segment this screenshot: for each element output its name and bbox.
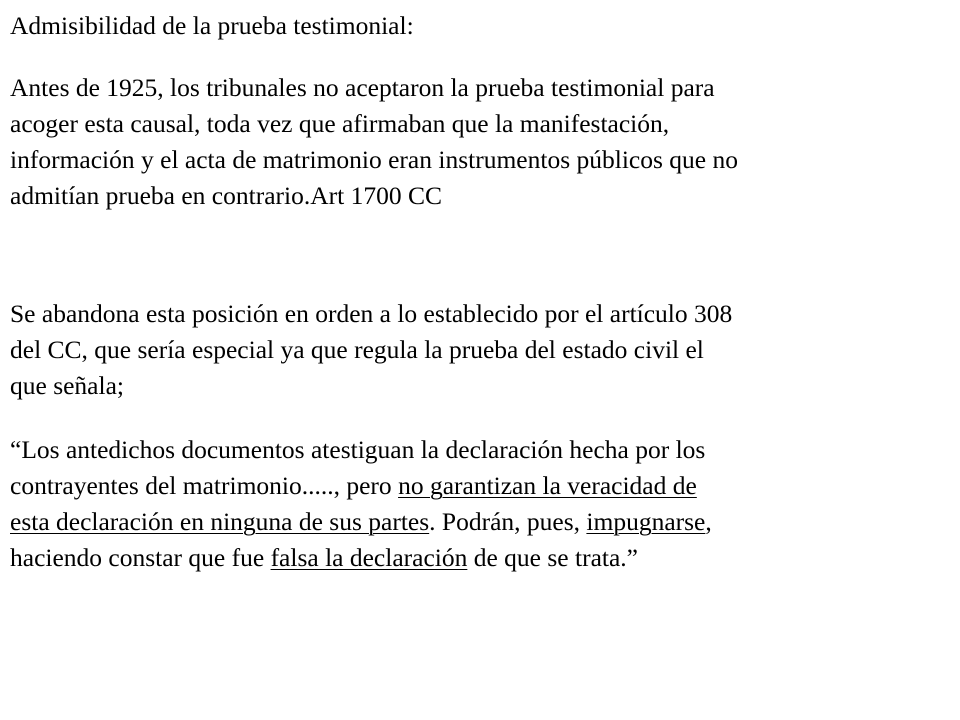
quote-line [10, 468, 945, 504]
quote-text: , [705, 507, 712, 536]
title-text: Admisibilidad de la prueba testimonial: [10, 11, 414, 40]
quote-text: contrayentes del matrimonio....., pero [10, 471, 399, 500]
paragraph-line: información y el acta de matrimonio eran instrumentos públicos que no [10, 145, 738, 174]
underlined-text: esta declaración en ninguna de sus partes [10, 507, 430, 536]
paragraph-line: Antes de 1925, los tribunales no aceptaron la prueba testimonial para [10, 73, 715, 102]
quote-line [10, 504, 945, 540]
underlined-text: falsa la declaración [270, 543, 468, 572]
paragraph-line: admitían prueba en contrario.Art 1700 CC [10, 181, 442, 210]
paragraph-line: Se abandona esta posición en orden a lo establecido por el artículo 308 [10, 299, 733, 328]
quote-paragraph [10, 432, 945, 576]
quote-line [10, 432, 945, 468]
paragraph-article-308 [10, 296, 945, 404]
underlined-text: no garantizan la veracidad de [398, 471, 697, 500]
quote-text: haciendo constar que fue [10, 543, 271, 572]
underlined-text: impugnarse [586, 507, 706, 536]
paragraph-line: que señala; [10, 371, 124, 400]
quote-text: “Los antedichos documentos atestiguan la declaración hecha por los [10, 435, 706, 464]
quote-text: de que se trata.” [467, 543, 638, 572]
quote-text: . Podrán, pues, [429, 507, 587, 536]
slide-title [10, 8, 945, 44]
paragraph-line: del CC, que sería especial ya que regula la prueba del estado civil el [10, 335, 704, 364]
paragraph-line: acoger esta causal, toda vez que afirmaban que la manifestación, [10, 109, 670, 138]
quote-line [10, 540, 945, 576]
paragraph-history [10, 70, 945, 214]
